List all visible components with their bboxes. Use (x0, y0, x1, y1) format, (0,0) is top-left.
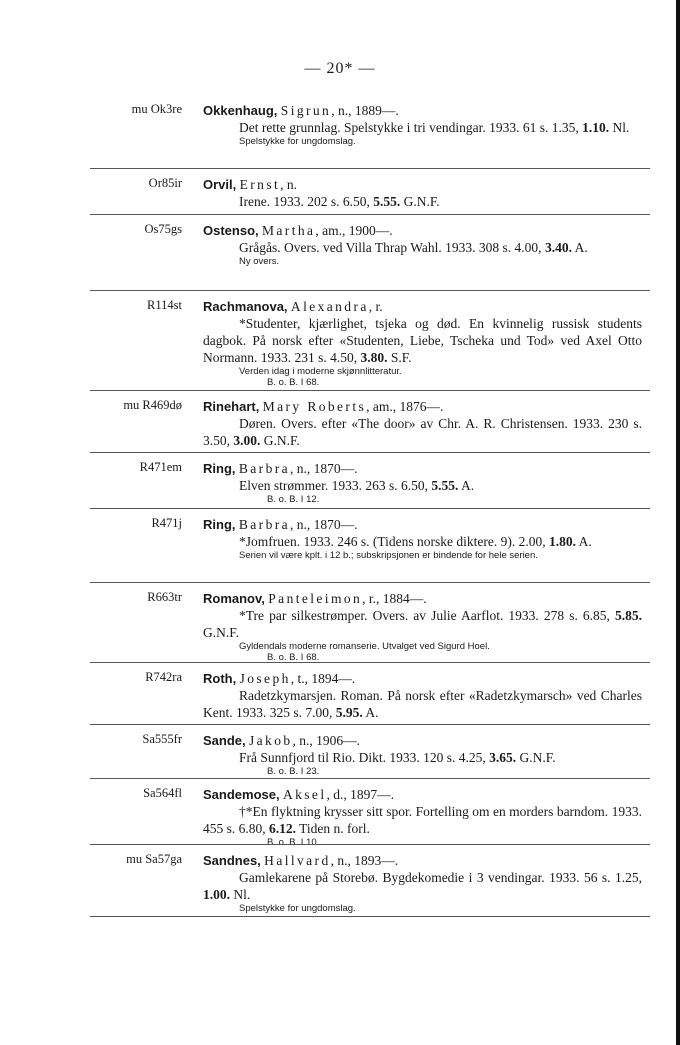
entry-divider (90, 582, 650, 583)
net-price: 5.85. (615, 608, 642, 623)
entry-body (203, 670, 642, 721)
title-text: Grågås. Overs. ved Villa Thrap Wahl. 1933. 308 s. 4.00, (239, 240, 545, 255)
entry-description (203, 687, 642, 721)
entry-divider (90, 508, 650, 509)
entry-heading (203, 670, 642, 687)
publisher: S.F. (387, 350, 412, 365)
author-given-name: Jakob (249, 733, 293, 748)
author-given-name: Barbra (238, 517, 291, 532)
publisher: Nl. (609, 120, 630, 135)
entry-description (203, 239, 642, 256)
entry-description (203, 119, 642, 136)
entry-description (203, 803, 642, 837)
entry-heading (203, 852, 642, 869)
entry-divider (90, 452, 650, 453)
series-note: Spelstykke for ungdomslag. (239, 136, 356, 147)
entry-description (203, 749, 642, 766)
publisher: G.N.F. (260, 433, 300, 448)
author-given-name: Alexandra (290, 299, 369, 314)
author-details: , d., 1897—. (326, 787, 394, 802)
author-details: , n., 1893—. (330, 853, 399, 868)
shelf-mark: mu Sa57ga (126, 852, 182, 866)
author-given-name: Ernst (239, 177, 281, 192)
author-given-name: Hallvard (264, 853, 331, 868)
entry-heading (203, 102, 642, 119)
reference-note: B. o. B. I 10. (267, 837, 320, 848)
author-surname: Sandemose, (203, 787, 280, 802)
entry-divider (90, 168, 650, 169)
title-text: *Tre par silkestrømper. Overs. av Julie Aarflot. 1933. 278 s. 6.85, (239, 608, 615, 623)
net-price: 6.12. (269, 821, 297, 836)
entry-heading (203, 298, 642, 315)
author-details: , r. (368, 299, 383, 314)
publisher: A. (575, 534, 592, 549)
shelf-mark: Sa555fr (142, 732, 182, 746)
author-surname: Sande, (203, 733, 246, 748)
shelf-mark: Or85ir (148, 176, 182, 190)
publisher: G.N.F. (203, 625, 240, 640)
title-text: *Jomfruen. 1933. 246 s. (Tidens norske diktere. 9). 2.00, (239, 534, 549, 549)
entry-description (203, 415, 642, 449)
author-details: , am., 1876—. (366, 399, 444, 414)
author-given-name: Sigrun (280, 103, 332, 118)
shelf-mark: R471em (139, 460, 182, 474)
author-given-name: Barbra (238, 461, 291, 476)
net-price: 3.80. (360, 350, 388, 365)
entry-body (203, 786, 642, 848)
net-price: 5.95. (335, 705, 363, 720)
publisher: Nl. (230, 887, 251, 902)
author-given-name: Aksel (282, 787, 327, 802)
author-surname: Sandnes, (203, 853, 261, 868)
reference-note: B. o. B. I 12. (267, 494, 320, 505)
author-given-name: Panteleimon (268, 591, 363, 606)
entry-body (203, 590, 642, 663)
net-price: 1.00. (203, 887, 230, 902)
author-surname: Romanov, (203, 591, 265, 606)
shelf-mark: R471j (151, 516, 182, 530)
author-details: , n., 1870—. (290, 461, 358, 476)
net-price: 5.55. (431, 478, 459, 493)
entry-heading (203, 176, 642, 193)
shelf-mark: R742ra (145, 670, 182, 684)
entry-body (203, 732, 642, 777)
title-text: Det rette grunnlag. Spelstykke i tri vendingar. 1933. 61 s. 1.35, (239, 120, 583, 135)
series-note: Serien vil være kplt. i 12 b.; subskripsjonen er bindende for hele serien. (239, 550, 538, 561)
series-note: Ny overs. (239, 256, 280, 267)
title-text: Radetzkymarsjen. Roman. På norsk efter «Radetzkymarsch» ved Charles Kent. 1933. 325 s. 7.00, (203, 688, 642, 720)
author-given-name: Martha (262, 223, 316, 238)
page-number: — 20* — (304, 60, 376, 77)
entry-body (203, 852, 642, 914)
title-text: †*En flyktning krysser sitt spor. Fortelling om en morders barndom. 1933. 455 s. 6.80, (203, 804, 642, 836)
entry-description (203, 607, 642, 641)
author-details: , t., 1894—. (290, 671, 356, 686)
entry-heading (203, 222, 642, 239)
entry-divider (90, 724, 650, 725)
publisher: A. (571, 240, 588, 255)
entry-heading (203, 786, 642, 803)
publisher: Tiden n. forl. (296, 821, 370, 836)
publisher: G.N.F. (516, 750, 556, 765)
reference-note: B. o. B. I 68. (267, 377, 320, 388)
author-details: , am., 1900—. (315, 223, 393, 238)
shelf-mark: mu R469dø (123, 398, 182, 412)
author-surname: Roth, (203, 671, 237, 686)
net-price: 5.55. (373, 194, 401, 209)
shelf-mark: mu Ok3re (131, 102, 182, 116)
page-edge (676, 0, 680, 1045)
entry-body (203, 176, 642, 210)
author-surname: Orvil, (203, 177, 237, 192)
title-text: *Studenter, kjærlighet, tsjeka og død. En kvinnelig russisk students dagbok. På norsk efter «Studenten, Liebe, Tscheka und Tod» ved Axel Otto Normann. 1933. 231 s. 4.50, (203, 316, 642, 365)
title-text: Gamlekarene på Storebø. Bygdekomedie i 3 vendingar. 1933. 56 s. 1.25, (239, 870, 642, 885)
author-surname: Ring, (203, 517, 236, 532)
author-given-name: Mary Roberts (262, 399, 367, 414)
entry-divider (90, 916, 650, 917)
author-surname: Ring, (203, 461, 236, 476)
entry-heading (203, 516, 642, 533)
author-details: , n., 1906—. (292, 733, 360, 748)
title-text: Døren. Overs. efter «The door» av Chr. A. R. Christensen. 1933. 230 s. 3.50, (203, 416, 642, 448)
net-price: 3.65. (489, 750, 517, 765)
reference-note: B. o. B. I 68. (267, 652, 320, 663)
entry-divider (90, 290, 650, 291)
entry-heading (203, 732, 642, 749)
entry-body (203, 222, 642, 267)
publisher: A. (458, 478, 475, 493)
entry-divider (90, 844, 650, 845)
author-surname: Ostenso, (203, 223, 259, 238)
entry-description (203, 533, 642, 550)
entry-heading (203, 590, 642, 607)
author-details: , n., 1889—. (331, 103, 399, 118)
publisher: A. (362, 705, 379, 720)
title-text: Elven strømmer. 1933. 263 s. 6.50, (239, 478, 432, 493)
entry-body (203, 516, 642, 561)
shelf-mark: R663tr (147, 590, 182, 604)
net-price: 3.40. (544, 240, 572, 255)
entry-heading (203, 398, 642, 415)
reference-note: B. o. B. I 23. (267, 766, 320, 777)
entry-body (203, 102, 642, 147)
entry-divider (90, 778, 650, 779)
net-price: 1.10. (582, 120, 610, 135)
series-note: Verden idag i moderne skjønnlitteratur. (239, 366, 402, 377)
entry-description (203, 193, 642, 210)
title-text: Irene. 1933. 202 s. 6.50, (239, 194, 374, 209)
net-price: 1.80. (548, 534, 576, 549)
entry-description (203, 869, 642, 903)
entry-body (203, 460, 642, 505)
author-given-name: Joseph (239, 671, 291, 686)
publisher: G.N.F. (400, 194, 440, 209)
author-details: , n., 1870—. (290, 517, 358, 532)
shelf-mark: Os75gs (144, 222, 182, 236)
entry-body (203, 398, 642, 449)
entry-divider (90, 662, 650, 663)
net-price: 3.00. (233, 433, 261, 448)
entry-body (203, 298, 642, 388)
entry-heading (203, 460, 642, 477)
title-text: Frå Sunnfjord til Rio. Dikt. 1933. 120 s. 4.25, (239, 750, 490, 765)
shelf-mark: R114st (147, 298, 182, 312)
entry-description (203, 315, 642, 366)
entry-description (203, 477, 642, 494)
entry-divider (90, 214, 650, 215)
author-details: , r., 1884—. (362, 591, 427, 606)
series-note: Spelstykke for ungdomslag. (239, 903, 356, 914)
author-surname: Okkenhaug, (203, 103, 278, 118)
author-surname: Rachmanova, (203, 299, 288, 314)
author-surname: Rinehart, (203, 399, 260, 414)
shelf-mark: Sa564fl (143, 786, 182, 800)
author-details: , n. (280, 177, 297, 192)
series-note: Gyldendals moderne romanserie. Utvalget ved Sigurd Hoel. (239, 641, 490, 652)
entry-divider (90, 390, 650, 391)
